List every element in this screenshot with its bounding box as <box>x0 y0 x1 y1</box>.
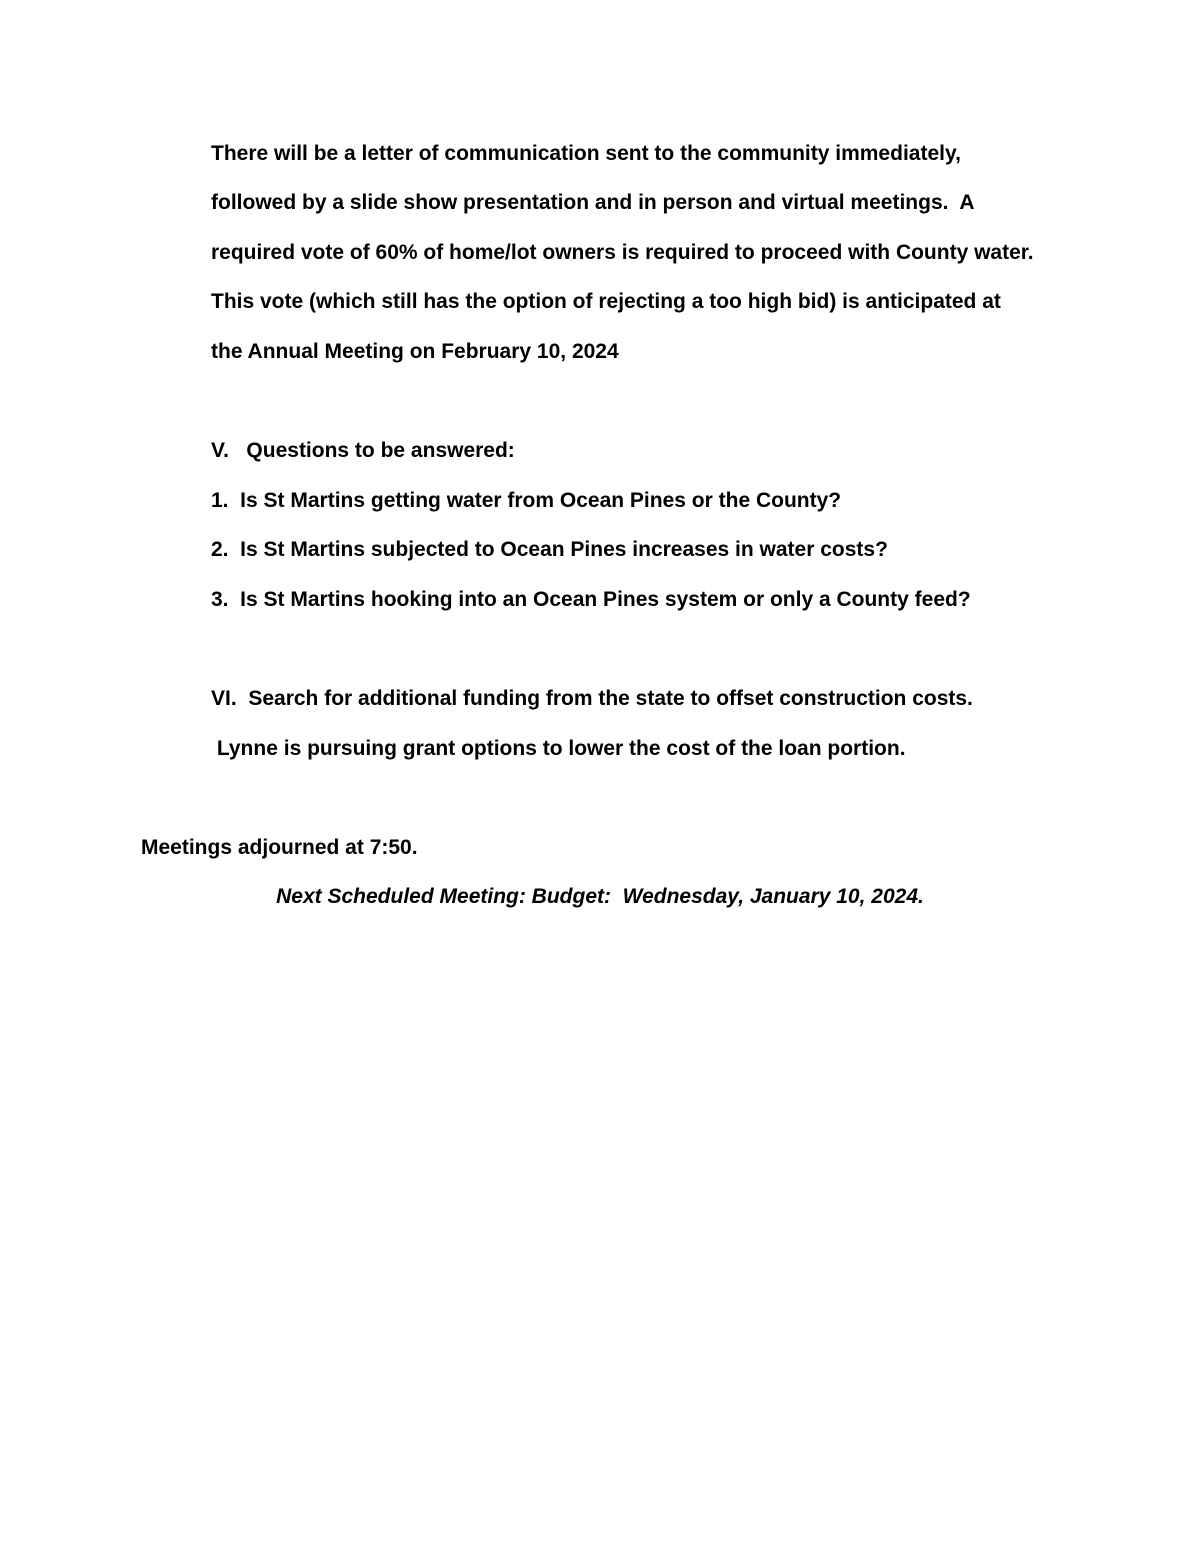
paragraph-line: required vote of 60% of home/lot owners is required to proceed with County water. <box>211 241 1034 264</box>
section-vi-heading: VI. Search for additional funding from the state to offset construction costs. <box>211 687 973 710</box>
next-meeting-note: Next Scheduled Meeting: Budget: Wednesday, January 10, 2024. <box>276 885 924 908</box>
paragraph-line: followed by a slide show presentation and in person and virtual meetings. A <box>211 191 975 214</box>
paragraph-line: This vote (which still has the option of rejecting a too high bid) is anticipated at <box>211 290 1001 313</box>
section-vi-detail: Lynne is pursuing grant options to lower the cost of the loan portion. <box>211 737 906 760</box>
question-item: 1. Is St Martins getting water from Ocean Pines or the County? <box>211 489 842 512</box>
question-item: 3. Is St Martins hooking into an Ocean Pines system or only a County feed? <box>211 588 971 611</box>
question-item: 2. Is St Martins subjected to Ocean Pines increases in water costs? <box>211 538 888 561</box>
paragraph-line: There will be a letter of communication sent to the community immediately, <box>211 142 961 165</box>
adjournment-note: Meetings adjourned at 7:50. <box>141 836 418 859</box>
paragraph-line: the Annual Meeting on February 10, 2024 <box>211 340 619 363</box>
section-v-heading: V. Questions to be answered: <box>211 439 515 462</box>
